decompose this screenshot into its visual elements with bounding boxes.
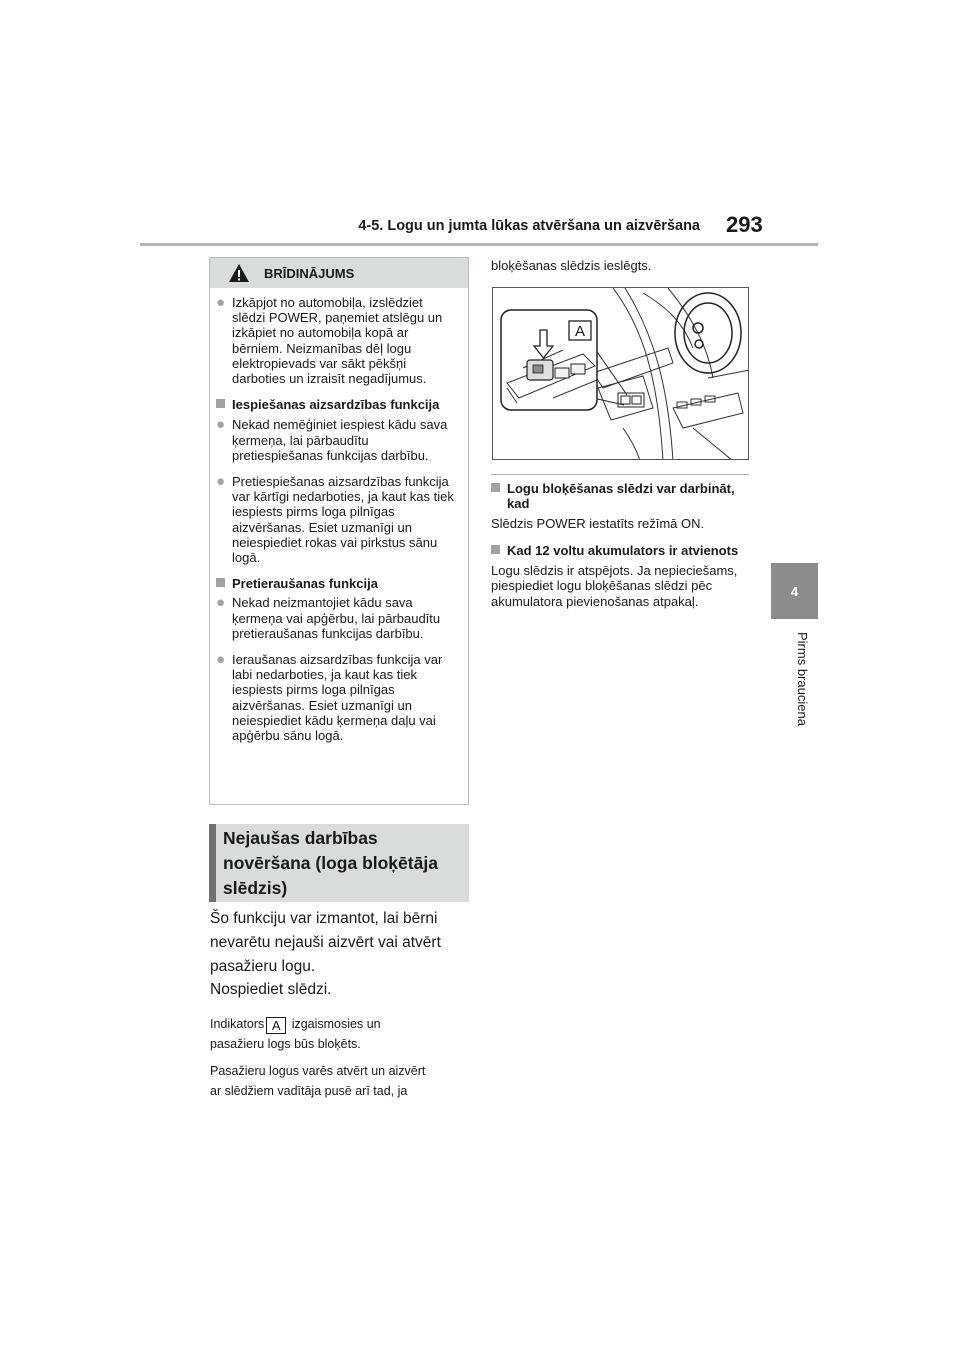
- warning-item-text: Ieraušanas aizsardzības funkcija var labi nedarboties, ja kaut kas tiek iespiests pirms loga pilnīgas aizvēršanas. Esiet uzmanīgi un neiespiediet kādu ķermeņa daļu vai apģērbu sānu logā.: [232, 652, 443, 744]
- square-bullet-icon: [491, 543, 507, 558]
- text-segment: Indikators: [210, 1017, 265, 1031]
- subsection-battery: [491, 543, 753, 609]
- warning-item-text: Pretiespiešanas aizsardzības funkcija var kārtīgi nedarboties, ja kaut kas tiek iespiests pirms loga pilnīgas aizvēršanas. Esiet uzmanīgi un neiespiediet rokas vai pirkstus sānu logā.: [232, 474, 454, 566]
- note-paragraph: [210, 1061, 472, 1101]
- text-line: Šo funkciju var izmantot, lai bērni: [210, 910, 438, 927]
- figure-label-a: A: [574, 323, 586, 340]
- indicator-label-a: A: [266, 1017, 286, 1034]
- subsection-text: Slēdzis POWER iestatīts režīmā ON.: [491, 516, 705, 532]
- warning-subheading-text: Pretieraušanas funkcija: [232, 576, 378, 592]
- intro-paragraph: [210, 907, 472, 979]
- section-heading-line: Nejaušas darbības: [223, 828, 378, 848]
- warning-title: BRĪDINĀJUMS: [264, 265, 355, 281]
- warning-box: [209, 257, 469, 805]
- content-divider: [491, 474, 749, 475]
- bullet-icon: ●: [216, 473, 226, 491]
- text-line: [210, 1014, 472, 1034]
- warning-item: [216, 652, 458, 743]
- section-heading-line: slēdzis): [223, 878, 288, 898]
- warning-subheading: [216, 576, 458, 591]
- bullet-icon: ●: [216, 594, 226, 612]
- text-line: pasažieru logs būs bloķēts.: [210, 1037, 361, 1051]
- square-bullet-icon: [216, 576, 232, 591]
- square-bullet-icon: [491, 481, 507, 511]
- warning-body: [210, 288, 468, 743]
- lock-switch-drawing: [493, 288, 749, 460]
- text-line: Pasažieru logus varēs atvērt un aizvērt: [210, 1064, 426, 1078]
- warning-header: [210, 258, 468, 288]
- lock-switch-illustration: [492, 287, 749, 460]
- section-heading-line: novēršana (loga bloķētāja: [223, 853, 438, 873]
- warning-item-text: Nekad nemēģiniet iespiest kādu sava ķermeņa, lai pārbaudītu pretiespiešanas funkcijas darbību.: [232, 417, 448, 463]
- chapter-tab-number: 4: [771, 563, 818, 619]
- section-title: 4-5. Logu un jumta lūkas atvēršana un aizvēršana: [358, 218, 700, 234]
- bullet-icon: ●: [216, 416, 226, 434]
- page-number: 293: [726, 212, 763, 237]
- chapter-tab-label: Pirms brauciena: [795, 632, 810, 726]
- warning-triangle-icon: [228, 263, 250, 283]
- continued-text: bloķēšanas slēdzis ieslēgts.: [491, 258, 652, 273]
- warning-item: [216, 295, 458, 386]
- subsection-heading: [491, 481, 753, 511]
- subsection-heading: [491, 543, 753, 558]
- text-line: ar slēdžiem vadītāja pusē arī tad, ja: [210, 1084, 408, 1098]
- warning-item: [216, 417, 458, 463]
- square-bullet-icon: [216, 397, 232, 412]
- subsection-heading-text: Logu bloķēšanas slēdzi var darbināt, kad: [507, 481, 735, 512]
- warning-item-text: Nekad neizmantojiet kādu sava ķermeņa vai apģērbu, lai pārbaudītu pretieraušanas funkcijas darbību.: [232, 595, 441, 641]
- header-divider: [140, 243, 818, 246]
- section-heading: [209, 824, 469, 902]
- text-line: pasažieru logu.: [210, 958, 316, 975]
- indicator-paragraph: [210, 1014, 472, 1054]
- subsection-text: Logu slēdzis ir atspējots. Ja nepieciešams, piespiediet logu bloķēšanas slēdzi pēc akumulatora pievienošanas atpakaļ.: [491, 563, 738, 609]
- text-segment: izgaismosies un: [291, 1017, 381, 1031]
- bullet-icon: ●: [216, 651, 226, 669]
- text-line: nevarētu nejauši aizvērt vai atvērt: [210, 934, 441, 951]
- instruction-paragraph: Nospiediet slēdzi.: [210, 981, 332, 998]
- warning-subheading-text: Iespiešanas aizsardzības funkcija: [232, 397, 440, 413]
- warning-item: [216, 595, 458, 641]
- subsection-heading-text: Kad 12 voltu akumulators ir atvienots: [507, 543, 739, 558]
- warning-item: [216, 474, 458, 565]
- warning-subheading: [216, 397, 458, 412]
- warning-item-text: Izkāpjot no automobiļa, izslēdziet slēdzi POWER, paņemiet atslēgu un izkāpiet no automobiļa kopā ar bērniem. Neizmanības dēļ logu elektropievads var sākt pēkšņi darboties un izraisīt negadījumus.: [232, 295, 443, 387]
- bullet-icon: ●: [216, 294, 226, 311]
- subsection-lock-conditions: [491, 481, 753, 532]
